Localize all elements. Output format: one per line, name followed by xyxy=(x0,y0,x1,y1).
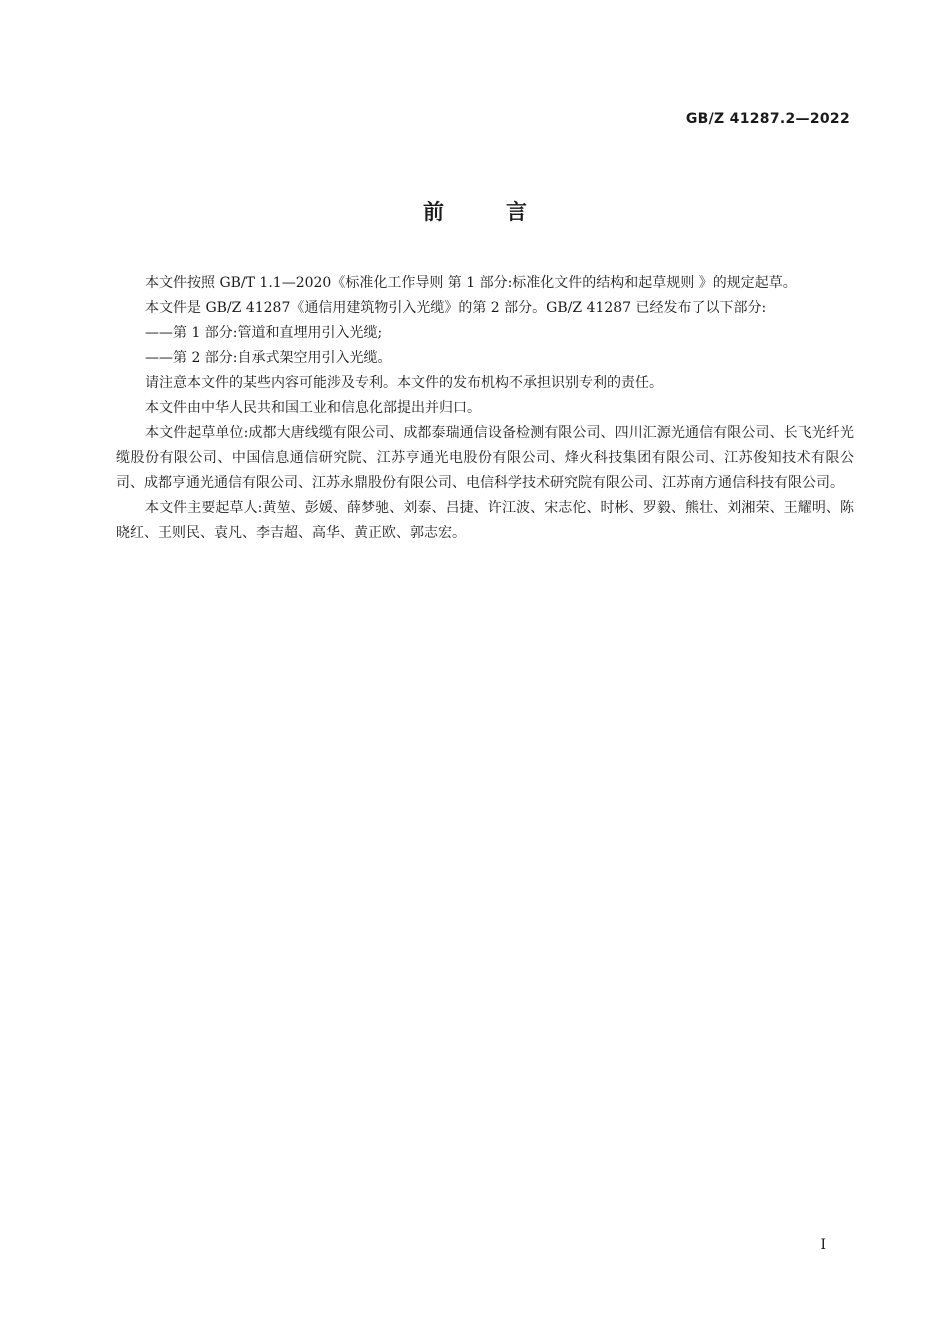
paragraph: 本文件按照 GB/T 1.1—2020《标准化工作导则 第 1 部分:标准化文件的结构和起草规则 》的规定起草。 xyxy=(145,275,797,291)
paragraph: 本文件是 GB/Z 41287《通信用建筑物引入光缆》的第 2 部分。GB/Z 41287 已经发布了以下部分: xyxy=(145,300,767,316)
list-item: ——第 2 部分:自承式架空用引入光缆。 xyxy=(145,350,392,366)
standard-number: GB/Z 41287.2—2022 xyxy=(685,111,850,127)
paragraph: 本文件主要起草人:黄堃、彭媛、薛梦驰、刘泰、吕捷、许江波、宋志佗、时彬、罗毅、熊壮、刘湘荣、王耀明、陈晓红、王则民、袁凡、李吉超、高华、黄正欧、郭志宏。 xyxy=(116,500,854,541)
page-number: I xyxy=(820,1237,826,1253)
page-title xyxy=(0,196,950,226)
title-char-1: 前 xyxy=(423,200,444,224)
list-item: ——第 1 部分:管道和直埋用引入光缆; xyxy=(145,325,383,341)
paragraph: 请注意本文件的某些内容可能涉及专利。本文件的发布机构不承担识别专利的责任。 xyxy=(145,375,663,391)
paragraph: 本文件起草单位:成都大唐线缆有限公司、成都泰瑞通信设备检测有限公司、四川汇源光通信有限公司、长飞光纤光缆股份有限公司、中国信息通信研究院、江苏亨通光电股份有限公司、烽火科技集团有限公司、江苏俊知技术有限公司、成都亨通光通信有限公司、江苏永鼎股份有限公司、电信科学技术研究院有限公司、江苏南方通信科技有限公司。 xyxy=(116,425,854,491)
document-body xyxy=(116,271,854,546)
paragraph: 本文件由中华人民共和国工业和信息化部提出并归口。 xyxy=(145,400,481,416)
title-char-2: 言 xyxy=(506,200,527,224)
